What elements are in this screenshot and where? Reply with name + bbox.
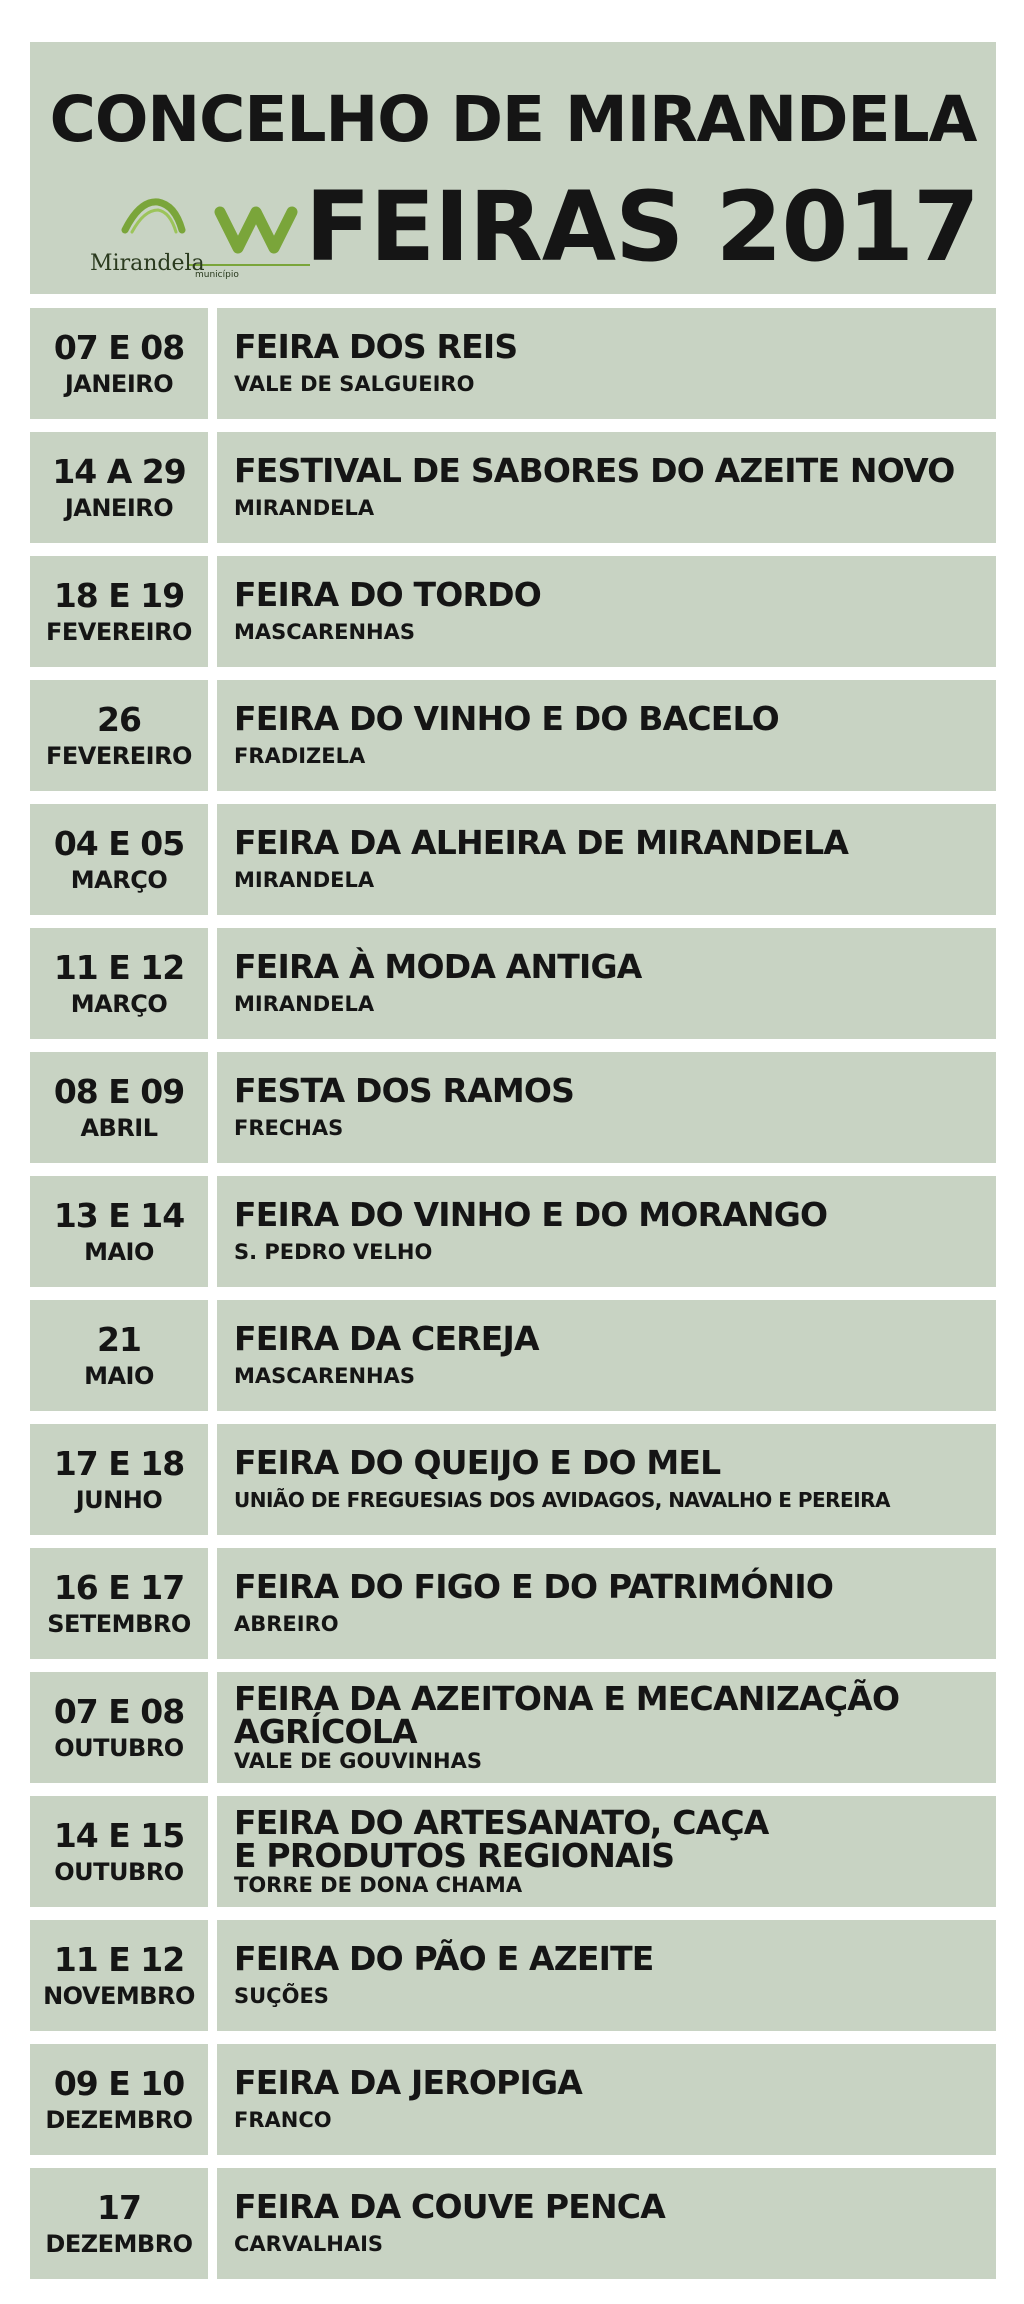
event-date: 14 E 15: [53, 1815, 185, 1855]
event-date-cell: [30, 432, 208, 543]
event-row: [30, 2044, 996, 2155]
event-date: 17: [97, 2187, 141, 2227]
event-month: MARÇO: [70, 989, 168, 1018]
event-place: FRADIZELA: [234, 743, 366, 768]
page-title: CONCELHO DE MIRANDELA: [49, 83, 977, 156]
event-name: FEIRA DA AZEITONA E MECANIZAÇÃO AGRÍCOLA: [234, 1678, 900, 1751]
event-date: 26: [97, 699, 141, 739]
event-date-cell: [30, 2168, 208, 2279]
event-month: MARÇO: [70, 865, 168, 894]
mirandela-logo: [70, 170, 320, 280]
event-name: FEIRA À MODA ANTIGA: [234, 946, 642, 986]
event-date-cell: [30, 556, 208, 667]
event-date-cell: [30, 1052, 208, 1163]
event-name: FEIRA DO ARTESANATO, CAÇA E PRODUTOS REGIONAIS: [234, 1802, 769, 1875]
event-row: [30, 680, 996, 791]
logo-tagline: município: [195, 270, 239, 280]
event-date: 17 E 18: [53, 1443, 185, 1483]
event-place: SUÇÕES: [234, 1983, 329, 2008]
event-row: [30, 1796, 996, 1907]
event-info-cell: [217, 680, 996, 791]
event-date-cell: [30, 1920, 208, 2031]
event-date: 04 E 05: [53, 823, 185, 863]
event-place: VALE DE SALGUEIRO: [234, 371, 475, 396]
event-place: ABREIRO: [234, 1611, 339, 1636]
event-month: ABRIL: [80, 1113, 158, 1142]
events-list: [30, 308, 996, 2292]
event-place: MASCARENHAS: [234, 1363, 415, 1388]
event-date-cell: [30, 1548, 208, 1659]
event-name: FEIRA DO VINHO E DO BACELO: [234, 698, 779, 738]
event-name: FEIRA DO TORDO: [234, 574, 541, 614]
event-row: [30, 1548, 996, 1659]
event-date: 16 E 17: [53, 1567, 185, 1607]
page-subtitle: FEIRAS 2017: [305, 171, 979, 283]
event-month: JUNHO: [75, 1485, 163, 1514]
event-place: S. PEDRO VELHO: [234, 1239, 433, 1264]
event-row: [30, 1920, 996, 2031]
event-place: UNIÃO DE FREGUESIAS DOS AVIDAGOS, NAVALHO E PEREIRA: [234, 1487, 891, 1512]
event-info-cell: [217, 1796, 996, 1907]
event-row: [30, 1424, 996, 1535]
event-row: [30, 1300, 996, 1411]
event-name: FEIRA DO FIGO E DO PATRIMÓNIO: [234, 1566, 834, 1606]
event-name: FEIRA DA COUVE PENCA: [234, 2186, 665, 2226]
event-date-cell: [30, 928, 208, 1039]
event-date: 21: [97, 1319, 141, 1359]
event-month: FEVEREIRO: [46, 617, 192, 646]
event-date-cell: [30, 308, 208, 419]
event-month: DEZEMBRO: [45, 2229, 193, 2258]
header-panel: [30, 42, 996, 294]
event-date-cell: [30, 1300, 208, 1411]
event-row: [30, 1176, 996, 1287]
event-name: FEIRA DA JEROPIGA: [234, 2062, 582, 2102]
event-month: MAIO: [84, 1361, 154, 1390]
event-month: NOVEMBRO: [43, 1981, 195, 2010]
event-row: [30, 928, 996, 1039]
event-place: MIRANDELA: [234, 495, 375, 520]
event-date-cell: [30, 804, 208, 915]
event-date-cell: [30, 680, 208, 791]
event-place: MIRANDELA: [234, 991, 375, 1016]
event-info-cell: [217, 1424, 996, 1535]
event-date: 08 E 09: [53, 1071, 185, 1111]
mirandela-logo-icon: [70, 170, 320, 280]
event-info-cell: [217, 556, 996, 667]
event-info-cell: [217, 1300, 996, 1411]
event-date-cell: [30, 1176, 208, 1287]
event-place: CARVALHAIS: [234, 2231, 384, 2256]
event-month: MAIO: [84, 1237, 154, 1266]
event-month: OUTUBRO: [54, 1733, 184, 1762]
event-date: 11 E 12: [53, 947, 185, 987]
event-date-cell: [30, 2044, 208, 2155]
event-info-cell: [217, 432, 996, 543]
event-place: FRECHAS: [234, 1115, 344, 1140]
event-info-cell: [217, 928, 996, 1039]
event-place: TORRE DE DONA CHAMA: [234, 1872, 523, 1897]
event-row: [30, 2168, 996, 2279]
event-date-cell: [30, 1672, 208, 1783]
event-month: JANEIRO: [64, 369, 174, 398]
event-month: JANEIRO: [64, 493, 174, 522]
event-month: FEVEREIRO: [46, 741, 192, 770]
event-name: FEIRA DA ALHEIRA DE MIRANDELA: [234, 822, 849, 862]
event-name: FEIRA DO PÃO E AZEITE: [234, 1938, 654, 1978]
event-date-cell: [30, 1424, 208, 1535]
event-info-cell: [217, 2044, 996, 2155]
event-info-cell: [217, 1672, 996, 1783]
event-info-cell: [217, 1548, 996, 1659]
event-row: [30, 308, 996, 419]
event-date: 11 E 12: [53, 1939, 185, 1979]
event-date: 09 E 10: [53, 2063, 185, 2103]
event-place: MIRANDELA: [234, 867, 375, 892]
event-place: FRANCO: [234, 2107, 332, 2132]
logo-text: Mirandela: [90, 251, 205, 276]
event-place: MASCARENHAS: [234, 619, 415, 644]
event-name: FEIRA DOS REIS: [234, 326, 518, 366]
event-month: DEZEMBRO: [45, 2105, 193, 2134]
event-row: [30, 1672, 996, 1783]
event-name: FEIRA DA CEREJA: [234, 1318, 539, 1358]
event-month: SETEMBRO: [47, 1609, 191, 1638]
event-date: 14 A 29: [52, 451, 186, 491]
event-name: FESTIVAL DE SABORES DO AZEITE NOVO: [234, 450, 955, 490]
event-name: FEIRA DO VINHO E DO MORANGO: [234, 1194, 828, 1234]
event-name: FEIRA DO QUEIJO E DO MEL: [234, 1442, 721, 1482]
event-month: OUTUBRO: [54, 1857, 184, 1886]
event-date: 07 E 08: [53, 1691, 185, 1731]
event-place: VALE DE GOUVINHAS: [234, 1748, 482, 1773]
event-info-cell: [217, 1176, 996, 1287]
event-name: FESTA DOS RAMOS: [234, 1070, 575, 1110]
event-info-cell: [217, 2168, 996, 2279]
event-info-cell: [217, 308, 996, 419]
event-row: [30, 804, 996, 915]
event-date: 07 E 08: [53, 327, 185, 367]
event-info-cell: [217, 804, 996, 915]
event-row: [30, 432, 996, 543]
event-date-cell: [30, 1796, 208, 1907]
event-row: [30, 1052, 996, 1163]
event-date: 13 E 14: [53, 1195, 185, 1235]
event-date: 18 E 19: [53, 575, 185, 615]
event-info-cell: [217, 1052, 996, 1163]
event-row: [30, 556, 996, 667]
event-info-cell: [217, 1920, 996, 2031]
